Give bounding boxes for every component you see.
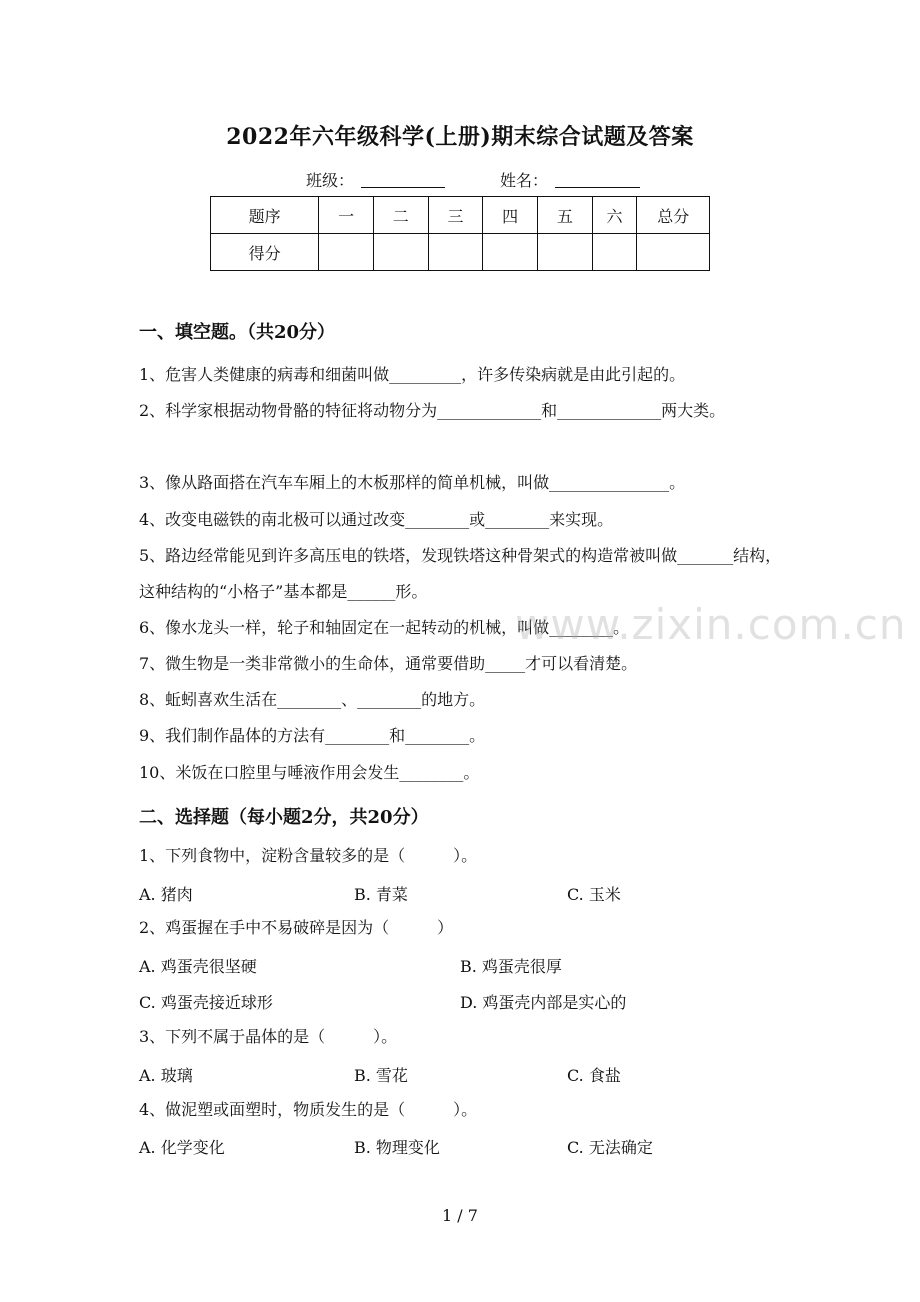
option-text: D. 鸡蛋壳内部是实心的 bbox=[460, 993, 627, 1012]
table-cell: 六 bbox=[592, 197, 637, 234]
option-text: C. 鸡蛋壳接近球形 bbox=[139, 993, 273, 1012]
score-table bbox=[210, 196, 710, 271]
name-label: 姓名： bbox=[500, 171, 549, 190]
table-cell: 二 bbox=[373, 197, 428, 234]
question-text: 2、科学家根据动物骨骼的特征将动物分为_____________和_____________两大类。 bbox=[139, 401, 726, 420]
option-text: C. 无法确定 bbox=[567, 1138, 653, 1157]
question-text: 1、危害人类健康的病毒和细菌叫做_________，许多传染病就是由此引起的。 bbox=[139, 365, 686, 384]
watermark: www.zixin.com.cn bbox=[515, 600, 907, 649]
question-text: 10、米饭在口腔里与唾液作用会发生________。 bbox=[139, 763, 480, 782]
question-text: 6、像水龙头一样，轮子和轴固定在一起转动的机械，叫做________。 bbox=[139, 618, 630, 637]
score-table-score-row bbox=[211, 234, 710, 271]
option-text: C. 食盐 bbox=[567, 1066, 621, 1085]
table-cell: 得分 bbox=[211, 234, 319, 271]
question-text: 4、改变电磁铁的南北极可以通过改变________或________来实现。 bbox=[139, 510, 614, 529]
class-blank bbox=[361, 187, 445, 188]
score-cell bbox=[373, 234, 428, 271]
score-cell bbox=[637, 234, 710, 271]
option-text: C. 玉米 bbox=[567, 885, 621, 904]
table-cell: 一 bbox=[319, 197, 374, 234]
section-heading: 一、填空题。（共20分） bbox=[139, 322, 336, 343]
question-text: 5、路边经常能见到许多高压电的铁塔，发现铁塔这种骨架式的构造常被叫做_______结构，这种结构的“小格子”基本都是______形。 bbox=[139, 546, 782, 601]
question-text: 3、像从路面搭在汽车车厢上的木板那样的简单机械，叫做_______________。 bbox=[139, 473, 686, 492]
option-text: A. 鸡蛋壳很坚硬 bbox=[139, 957, 257, 976]
score-table-header-row bbox=[211, 197, 710, 234]
option-text: B. 青菜 bbox=[354, 885, 408, 904]
table-cell: 总分 bbox=[637, 197, 710, 234]
option-text: B. 鸡蛋壳很厚 bbox=[460, 957, 562, 976]
table-cell: 四 bbox=[483, 197, 538, 234]
page-indicator: 1 / 7 bbox=[442, 1206, 478, 1225]
section-heading: 二、选择题（每小题2分，共20分） bbox=[139, 807, 429, 828]
option-text: B. 雪花 bbox=[354, 1066, 408, 1085]
question-text: 3、下列不属于晶体的是（ ）。 bbox=[139, 1027, 398, 1046]
score-cell bbox=[537, 234, 592, 271]
question-text: 7、微生物是一类非常微小的生命体，通常要借助_____才可以看清楚。 bbox=[139, 654, 638, 673]
question-text: 1、下列食物中，淀粉含量较多的是（ ）。 bbox=[139, 846, 478, 865]
page-title: 2022年六年级科学(上册)期末综合试题及答案 bbox=[226, 124, 694, 150]
table-cell: 三 bbox=[428, 197, 483, 234]
question-text: 9、我们制作晶体的方法有________和________。 bbox=[139, 726, 486, 745]
question-text: 4、做泥塑或面塑时，物质发生的是（ ）。 bbox=[139, 1100, 478, 1119]
class-label: 班级： bbox=[306, 171, 355, 190]
score-cell bbox=[428, 234, 483, 271]
table-cell: 题序 bbox=[211, 197, 319, 234]
option-text: A. 玻璃 bbox=[139, 1066, 193, 1085]
score-cell bbox=[319, 234, 374, 271]
question-text: 8、蚯蚓喜欢生活在________、________的地方。 bbox=[139, 690, 486, 709]
table-cell: 五 bbox=[537, 197, 592, 234]
question-text: 2、鸡蛋握在手中不易破碎是因为（ ） bbox=[139, 918, 454, 937]
name-blank bbox=[555, 187, 640, 188]
option-text: A. 化学变化 bbox=[139, 1138, 225, 1157]
score-cell bbox=[483, 234, 538, 271]
option-text: A. 猪肉 bbox=[139, 885, 193, 904]
score-cell bbox=[592, 234, 637, 271]
option-text: B. 物理变化 bbox=[354, 1138, 440, 1157]
